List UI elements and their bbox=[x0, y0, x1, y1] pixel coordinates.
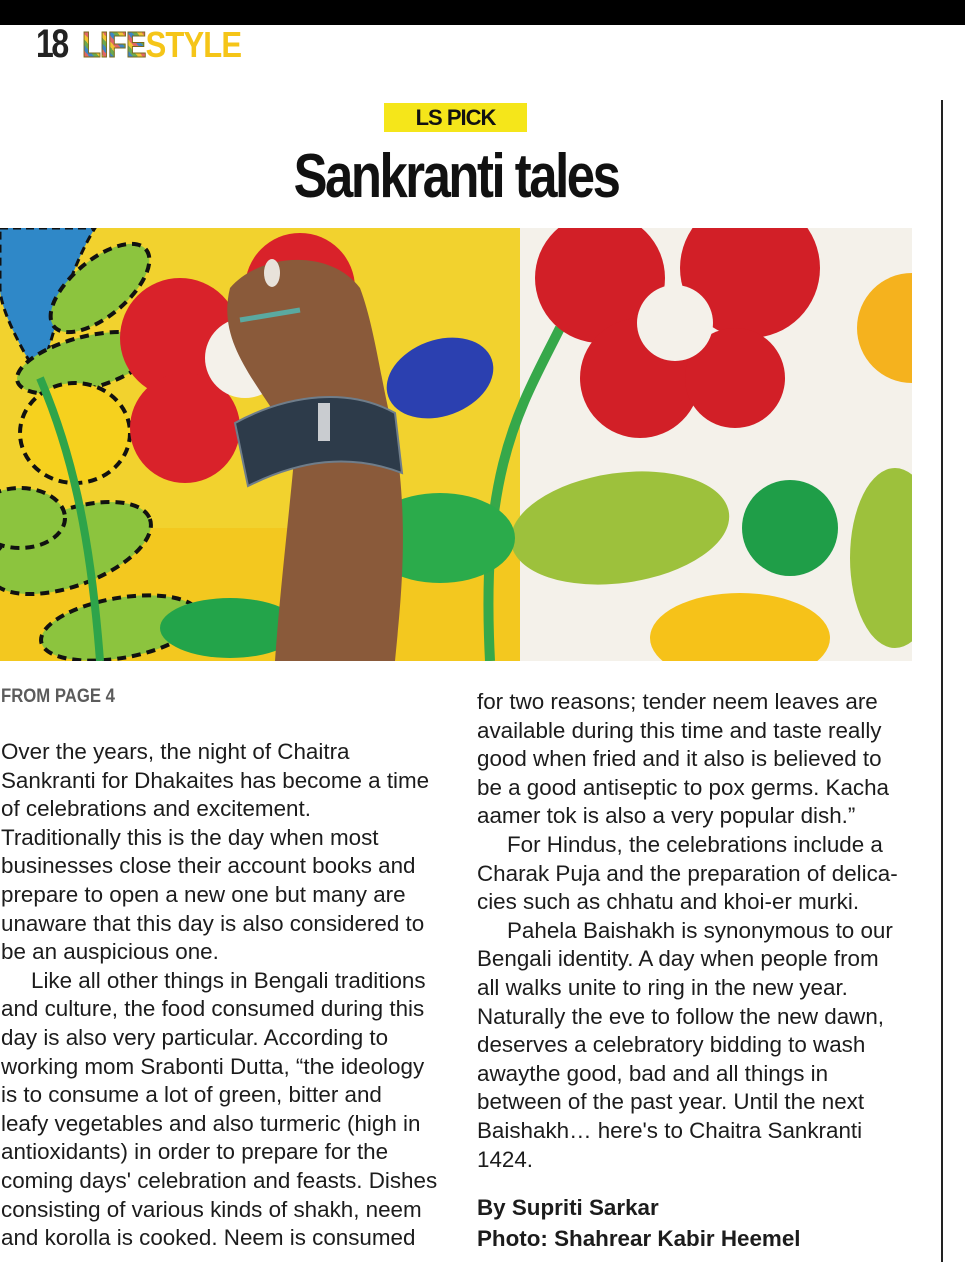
line: For Hindus, the celebrations include a bbox=[507, 831, 883, 857]
line: consisting of various kinds of shakh, neem bbox=[1, 1196, 422, 1222]
article-credits bbox=[477, 1192, 801, 1254]
article-column-1 bbox=[1, 738, 441, 1253]
line: Baishakh… here's to Chaitra Sankranti bbox=[477, 1117, 863, 1143]
line: for two reasons; tender neem leaves are bbox=[477, 689, 878, 714]
line: good when fried and it also is believed to bbox=[477, 746, 882, 772]
line: of celebrations and excitement. bbox=[1, 796, 311, 822]
page-number: 18 bbox=[36, 22, 67, 66]
from-page-label: FROM PAGE 4 bbox=[1, 686, 115, 707]
paragraph-1 bbox=[1, 738, 441, 967]
line: and korolla is cooked. Neem is consumed bbox=[1, 1225, 416, 1251]
line: and culture, the food consumed during this bbox=[1, 996, 425, 1022]
line: awaythe good, bad and all things in bbox=[477, 1060, 829, 1086]
top-black-bar bbox=[0, 0, 965, 25]
line: day is also very particular. According to bbox=[1, 1024, 389, 1050]
line: antioxidants) in order to prepare for the bbox=[1, 1139, 389, 1165]
line: Sankranti for Dhakaites has become a time bbox=[1, 767, 430, 793]
line: cies such as chhatu and khoi-er murki. bbox=[477, 889, 860, 915]
line: Pahela Baishakh is synonymous to our bbox=[507, 917, 893, 943]
line: leafy vegetables and also turmeric (high in bbox=[1, 1110, 421, 1136]
line: Naturally the eve to follow the new dawn, bbox=[477, 1003, 884, 1029]
kicker-label: LS PICK bbox=[384, 103, 527, 132]
paragraph-4 bbox=[477, 831, 909, 917]
line: Over the years, the night of Chaitra bbox=[1, 739, 350, 764]
line: be an auspicious one. bbox=[1, 939, 219, 965]
line: Traditionally this is the day when most bbox=[1, 824, 379, 850]
paragraph-5 bbox=[477, 917, 909, 1174]
article-photo bbox=[0, 228, 912, 661]
line: businesses close their account books and bbox=[1, 853, 416, 879]
paragraph-2 bbox=[1, 967, 441, 1253]
line: unaware that this day is also considered to bbox=[1, 910, 425, 936]
paragraph-3 bbox=[477, 688, 909, 831]
line: available during this time and taste really bbox=[477, 717, 882, 743]
line: Charak Puja and the preparation of delica- bbox=[477, 860, 898, 886]
line: be a good antiseptic to pox germs. Kacha bbox=[477, 774, 889, 800]
section-style: STYLE bbox=[145, 24, 242, 65]
photo-credit: Photo: Shahrear Kabir Heemel bbox=[477, 1226, 801, 1251]
line: 1424. bbox=[477, 1146, 534, 1172]
line: prepare to open a new one but many are bbox=[1, 881, 406, 907]
section-title bbox=[82, 26, 241, 64]
line: is to consume a lot of green, bitter and bbox=[1, 1082, 382, 1108]
line: all walks unite to ring in the new year. bbox=[477, 974, 848, 1000]
painted-mural-photo-icon bbox=[0, 228, 912, 661]
column-divider-right bbox=[941, 100, 943, 1262]
article-headline: Sankranti tales bbox=[293, 142, 619, 211]
line: coming days' celebration and feasts. Dishes bbox=[1, 1167, 438, 1193]
byline: By Supriti Sarkar bbox=[477, 1195, 659, 1220]
article-column-2 bbox=[477, 688, 909, 1174]
line: deserves a celebratory bidding to wash bbox=[477, 1032, 866, 1058]
line: between of the past year. Until the next bbox=[477, 1089, 865, 1115]
line: Like all other things in Bengali traditions bbox=[31, 967, 426, 993]
line: aamer tok is also a very popular dish.” bbox=[477, 803, 856, 829]
section-life: LIFE bbox=[82, 24, 146, 65]
line: working mom Srabonti Dutta, “the ideology bbox=[1, 1053, 425, 1079]
line: Bengali identity. A day when people from bbox=[477, 946, 879, 972]
